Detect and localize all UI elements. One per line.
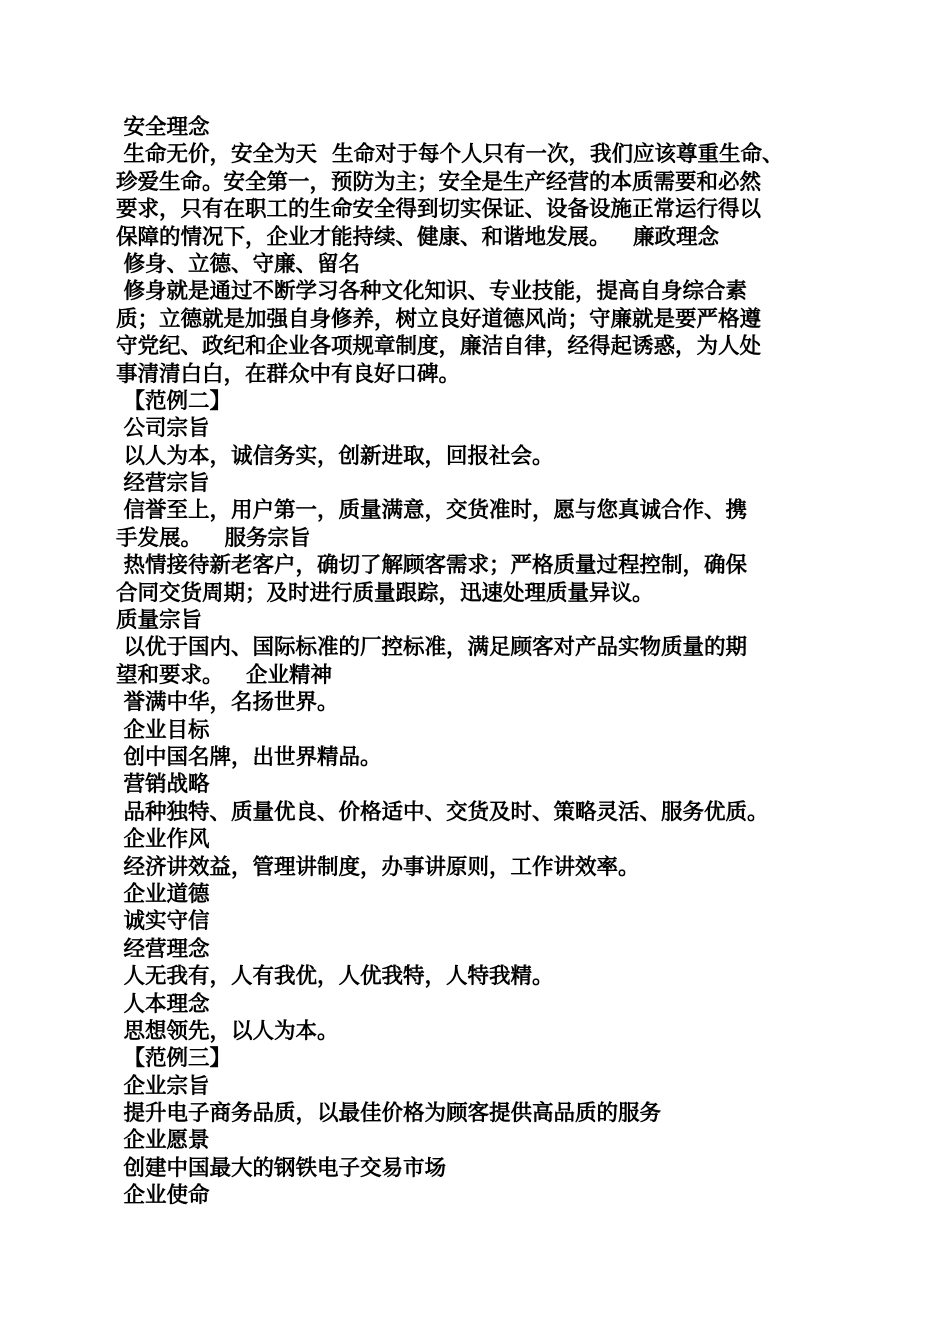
text-line: 企业目标: [116, 717, 210, 743]
text-line: 企业道德: [116, 881, 210, 907]
text-line: 品种独特、质量优良、价格适中、交货及时、策略灵活、服务优质。: [116, 799, 769, 825]
text-line: 企业愿景: [116, 1128, 210, 1154]
text-line: 事清清白白，在群众中有良好口碑。: [116, 361, 461, 387]
text-line: 诚实守信: [116, 909, 210, 935]
text-line: 望和要求。 企业精神: [116, 662, 332, 688]
text-line: 营销战略: [116, 772, 210, 798]
text-line: 热情接待新老客户，确切了解顾客需求；严格质量过程控制，确保: [116, 553, 747, 579]
text-line: 企业使命: [116, 1183, 210, 1209]
text-line: 以优于国内、国际标准的厂控标准，满足顾客对产品实物质量的期: [116, 635, 747, 661]
text-line: 经济讲效益，管理讲制度，办事讲原则，工作讲效率。: [116, 854, 640, 880]
text-line: 生命无价，安全为天 生命对于每个人只有一次，我们应该尊重生命、: [116, 142, 784, 168]
text-line: 要求，只有在职工的生命安全得到切实保证、设备设施正常运行得以: [116, 197, 762, 223]
text-line: 思想领先，以人为本。: [116, 1018, 339, 1044]
text-line: 经营理念: [116, 936, 210, 962]
text-line: 守党纪、政纪和企业各项规章制度，廉洁自律，经得起诱惑，为人处: [116, 334, 762, 360]
text-line: 修身就是通过不断学习各种文化知识、专业技能，提高自身综合素: [116, 279, 747, 305]
text-line: 提升电子商务品质，以最佳价格为顾客提供高品质的服务: [116, 1101, 661, 1127]
text-line: 公司宗旨: [116, 416, 210, 442]
text-line: 企业作风: [116, 827, 210, 853]
text-line: 【范例三】: [116, 1046, 231, 1072]
text-line: 手发展。 服务宗旨: [116, 525, 311, 551]
text-line: 以人为本，诚信务实，创新进取，回报社会。: [116, 443, 554, 469]
text-line: 安全理念: [116, 115, 210, 140]
text-line: 企业宗旨: [116, 1073, 210, 1099]
text-line: 质；立德就是加强自身修养，树立良好道德风尚；守廉就是要严格遵: [116, 306, 762, 332]
text-line: 珍爱生命。安全第一，预防为主；安全是生产经营的本质需要和必然: [116, 169, 762, 195]
document-body: [116, 114, 846, 1210]
text-line: 人无我有，人有我优，人优我特，人特我精。: [116, 964, 554, 990]
text-line: 合同交货周期；及时进行质量跟踪，迅速处理质量异议。: [116, 580, 654, 606]
text-line: 创中国名牌，出世界精品。: [116, 744, 382, 770]
text-line: 人本理念: [116, 991, 210, 1017]
text-line: 质量宗旨: [116, 608, 203, 634]
text-line: 保障的情况下，企业才能持续、健康、和谐地发展。 廉政理念: [116, 224, 719, 250]
text-line: 信誉至上，用户第一，质量满意，交货准时，愿与您真诚合作、携: [116, 498, 747, 524]
text-line: 经营宗旨: [116, 471, 210, 497]
text-line: 【范例二】: [116, 388, 231, 414]
text-line: 创建中国最大的钢铁电子交易市场: [116, 1155, 446, 1181]
text-line: 修身、立德、守廉、留名: [116, 251, 360, 277]
text-line: 誉满中华，名扬世界。: [116, 690, 339, 716]
